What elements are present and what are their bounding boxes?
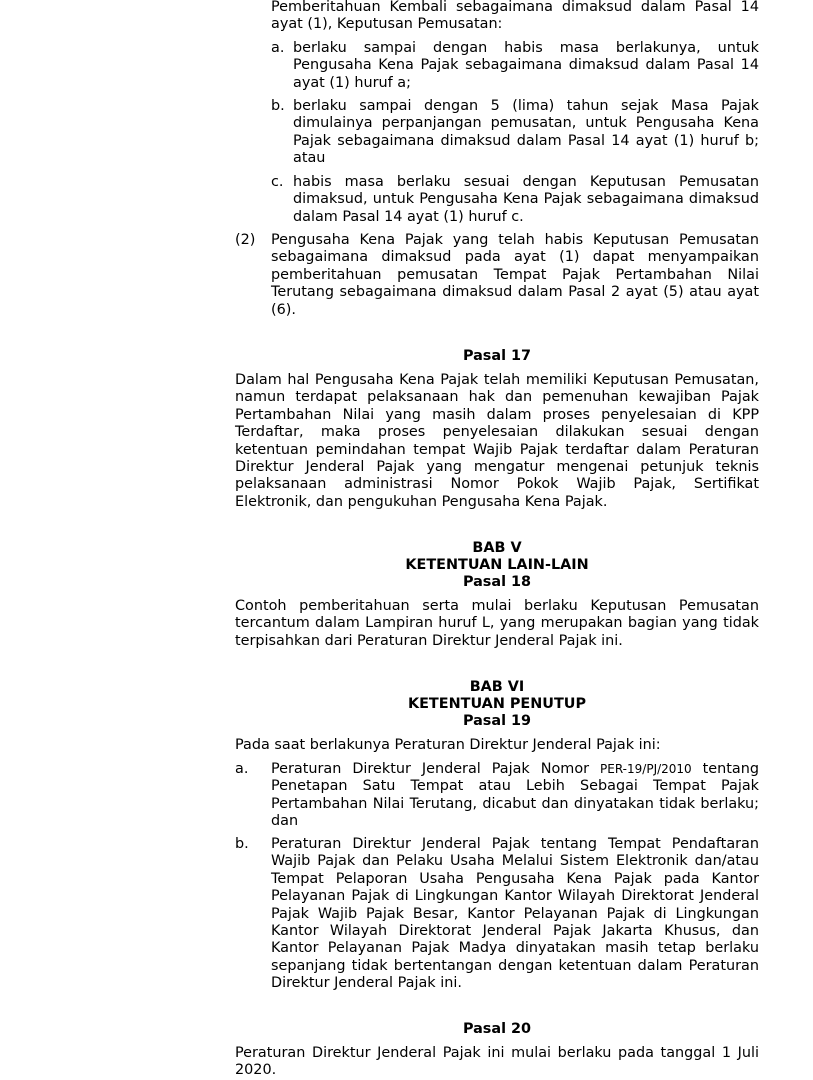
regulation-number: PER-19/PJ/2010	[600, 762, 692, 776]
pasal19-item-b: Peraturan Direktur Jenderal Pajak tentang Tempat Pendaftaran Wajib Pajak dan Pelaku Usaha Melalui Sistem Elektronik dan/atau Tempat Pelaporan Usaha Pengusaha Kena Pajak pada Kantor Pelayanan Pajak di Lingkungan Kantor Wilayah Direktorat Jenderal Pajak Wajib Pajak Besar, Kantor Pelayanan Pajak di Lingkungan Kantor Wilayah Direktorat Jenderal Pajak Jakarta Khusus, dan Kantor Pelayanan Pajak Madya dinyatakan masih tetap berlaku sepanjang tidak bertentangan dengan ketentuan dalam Peraturan Direktur Jenderal Pajak ini.	[271, 836, 759, 992]
pasal16-item-b: berlaku sampai dengan 5 (lima) tahun sejak Masa Pajak dimulainya perpanjangan pemusatan, untuk Pengusaha Kena Pajak sebagaimana dimaksud dalam Pasal 14 ayat (1) huruf b; atau	[293, 98, 759, 167]
bab6-label: BAB VI	[469, 679, 525, 695]
pasal16-ayat2: Pengusaha Kena Pajak yang telah habis Keputusan Pemusatan sebagaimana dimaksud pada ayat (1) dapat menyampaikan pemberitahuan pemusatan Tempat Pajak Pertambahan Nilai Terutang sebagaimana dimaksud dalam Pasal 2 ayat (5) atau ayat (6).	[271, 232, 759, 318]
pasal19-item-a	[271, 761, 759, 831]
pasal19-item-a-label: a.	[235, 761, 249, 777]
pasal17-text: Dalam hal Pengusaha Kena Pajak telah memiliki Keputusan Pemusatan, namun terdapat pelaksanaan hak dan pemenuhan kewajiban Pajak Pertambahan Nilai yang masih dalam proses penyelesaian di KPP Terdaftar, maka proses penyelesaian dilakukan sesuai dengan ketentuan pemindahan tempat Wajib Pajak terdaftar dalam Peraturan Direktur Jenderal Pajak yang mengatur mengenai petunjuk teknis pelaksanaan administrasi Nomor Pokok Wajib Pajak, Sertifikat Elektronik, dan pengukuhan Pengusaha Kena Pajak.	[235, 372, 759, 510]
pasal16-item-c-label: c.	[271, 174, 284, 190]
pasal19-intro: Pada saat berlakunya Peraturan Direktur Jenderal Pajak ini:	[235, 737, 661, 753]
bab5-title: KETENTUAN LAIN-LAIN	[405, 557, 589, 573]
pasal20-heading: Pasal 20	[462, 1021, 532, 1037]
pasal16-ayat2-label: (2)	[235, 232, 256, 248]
pasal18-text: Contoh pemberitahuan serta mulai berlaku Keputusan Pemusatan tercantum dalam Lampiran huruf L, yang merupakan bagian yang tidak terpisahkan dari Peraturan Direktur Jenderal Pajak ini.	[235, 598, 759, 649]
pasal18-heading: Pasal 18	[462, 574, 532, 590]
pasal16-item-a-label: a.	[271, 40, 285, 56]
pasal19-item-a-post: tentang Penetapan Satu Tempat atau Lebih Sebagai Tempat Pajak Pertambahan Nilai Terutang, dicabut dan dinyatakan tidak berlaku; dan	[271, 761, 759, 830]
bab6-title: KETENTUAN PENUTUP	[407, 696, 587, 712]
bab5-label: BAB V	[472, 540, 522, 556]
pasal19-item-a-pre: Peraturan Direktur Jenderal Pajak Nomor	[271, 761, 601, 777]
pasal17-heading: Pasal 17	[462, 348, 532, 364]
pasal19-heading: Pasal 19	[462, 713, 532, 729]
pasal16-item-a: berlaku sampai dengan habis masa berlakunya, untuk Pengusaha Kena Pajak sebagaimana dimaksud dalam Pasal 14 ayat (1) huruf a;	[293, 40, 759, 91]
pasal19-item-b-label: b.	[235, 836, 249, 852]
pasal20-text: Peraturan Direktur Jenderal Pajak ini mulai berlaku pada tanggal 1 Juli 2020.	[235, 1045, 759, 1079]
pasal16-item-c: habis masa berlaku sesuai dengan Keputusan Pemusatan dimaksud, untuk Pengusaha Kena Pajak sebagaimana dimaksud dalam Pasal 14 ayat (1) huruf c.	[293, 174, 759, 225]
pasal16-intro: Pemberitahuan Kembali sebagaimana dimaksud dalam Pasal 14 ayat (1), Keputusan Pemusatan:	[271, 0, 759, 33]
pasal16-item-b-label: b.	[271, 98, 285, 114]
